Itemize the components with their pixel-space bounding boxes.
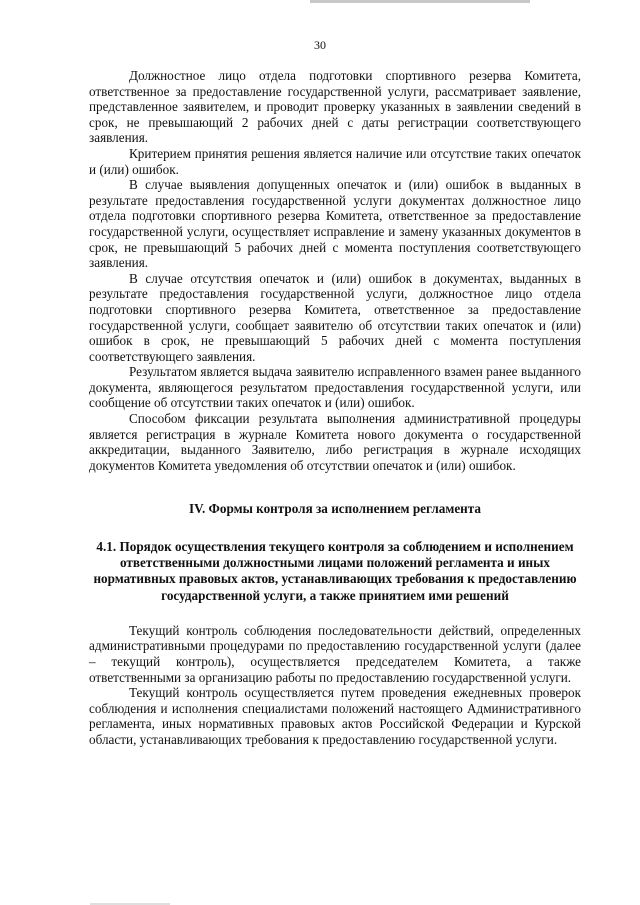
scan-edge-mark <box>310 0 530 3</box>
paragraph: Критерием принятия решения является наличие или отсутствие таких опечаток и (или) ошибок. <box>89 145 581 177</box>
paragraph: Результатом является выдача заявителю исправленного взамен ранее выданного документа, являющегося результатом предоставления государственной услуги, или сообщение об отсутствии таких опечаток и (или) ошибок. <box>89 364 581 411</box>
paragraph: Должностное лицо отдела подготовки спортивного резерва Комитета, ответственное за предоставление государственной услуги, рассматривает заявление, представленное заявителем, и проводит проверку указанных в заявлении сведений в срок, не превышающий 2 рабочих дней с даты регистрации соответствующего заявления. <box>89 68 581 146</box>
paragraph: Текущий контроль соблюдения последовательности действий, определенных административными процедурами по предоставлению государственной услуги (далее – текущий контроль), осуществляется председателем Комитета, а также ответственными за организацию работы по предоставлению государственной услуги. <box>89 622 581 685</box>
section-heading: IV. Формы контроля за исполнением регламента <box>188 501 482 517</box>
spacer <box>89 604 581 623</box>
paragraph: Способом фиксации результата выполнения административной процедуры является регистрация в журнале Комитета нового документа о государственной аккредитации, выданного Заявителю, либо регистрация в журнале исходящих документов Комитета уведомления об отсутствии опечаток и (или) ошибок. <box>89 411 581 473</box>
paragraph: В случае выявления допущенных опечаток и (или) ошибок в выданных в результате предоставления государственной услуги документах должностное лицо отдела подготовки спортивного резерва Комитета, ответственное за предоставление государственной услуги, осуществляет исправление и замену указанных документов в срок, не превышающий 5 рабочих дней с момента поступления соответствующего заявления. <box>89 177 581 271</box>
document-body <box>89 68 581 748</box>
paragraph: Текущий контроль осуществляется путем проведения ежедневных проверок соблюдения и исполнения специалистами положений настоящего Административного регламента, иных нормативных правовых актов Российской Федерации и Курской области, устанавливающих требования к предоставлению государственной услуги. <box>89 685 581 747</box>
page-number: 30 <box>314 38 326 52</box>
subsection-heading: 4.1. Порядок осуществления текущего контроля за соблюдением и исполнением ответственными должностными лицами положений регламента и иных нормативных правовых актов, устанавливающих требования к предоставлению государственной услуги, а также принятием ими решений <box>93 539 577 603</box>
paragraph: В случае отсутствия опечаток и (или) ошибок в документах, выданных в результате предоставления государственной услуги, должностное лицо отдела подготовки спортивного резерва Комитета, ответственное за предоставление государственной услуги, сообщает заявителю об отсутствии таких опечаток и (или) ошибок в срок, не превышающий 5 рабочих дней с момента поступления соответствующего заявления. <box>89 270 581 364</box>
